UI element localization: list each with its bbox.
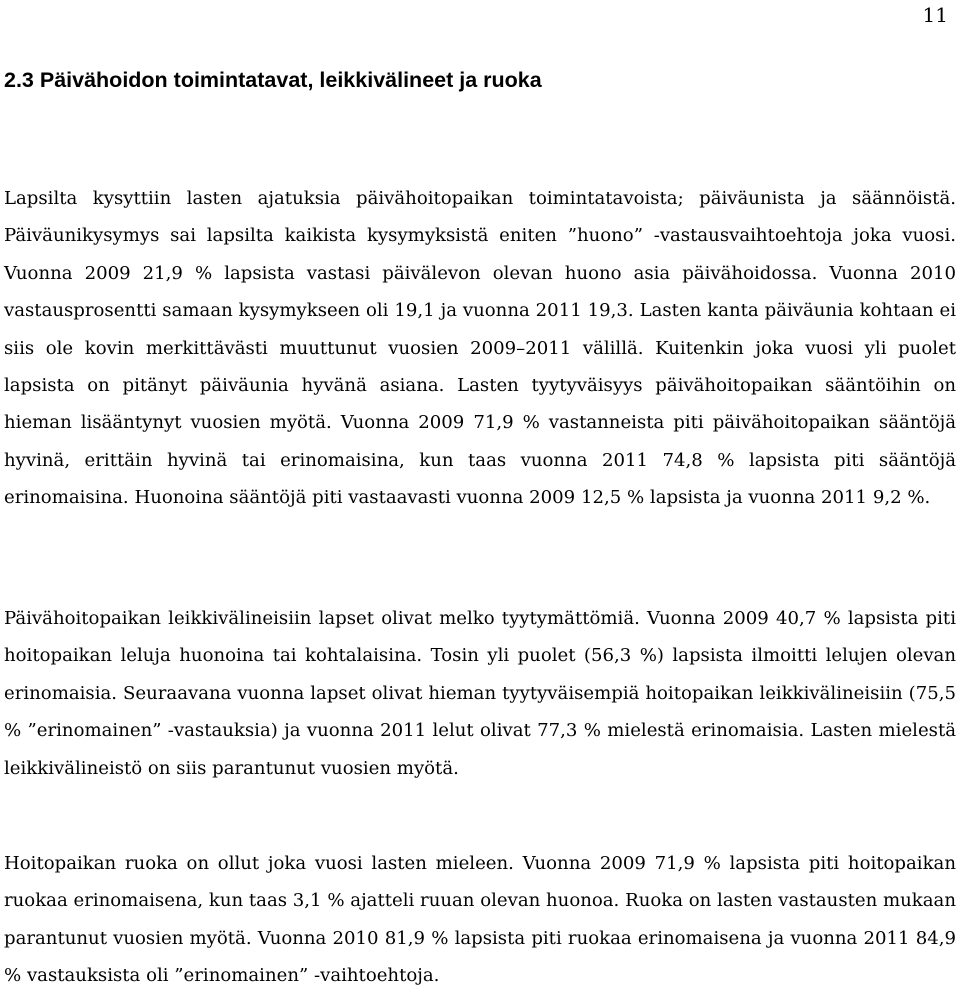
page-number: 11 — [922, 3, 948, 27]
section-heading: 2.3 Päivähoidon toimintatavat, leikkivälineet ja ruoka — [4, 68, 542, 92]
paragraph-food: Hoitopaikan ruoka on ollut joka vuosi lasten mieleen. Vuonna 2009 71,9 % lapsista piti hoitopaikan ruokaa erinomaisena, kun taas 3,1 % ajatteli ruuan olevan huonoa. Ruoka on lasten vastausten mukaan parantunut vuosien myötä. Vuonna 2010 81,9 % lapsista piti ruokaa erinomaisena ja vuonna 2011 84,9 % vastauksista oli ”erinomainen” -vaihtoehtoja. — [4, 853, 956, 987]
paragraph-toys: Päivähoitopaikan leikkivälineisiin lapset olivat melko tyytymättömiä. Vuonna 2009 40,7 % lapsista piti hoitopaikan leluja huonoina tai kohtalaisina. Tosin yli puolet (56,3 %) lapsista ilmoitti lelujen olevan erinomaisia. Seuraavana vuonna lapset olivat hieman tyytyväisempiä hoitopaikan leikkivälineisiin (75,5 % ”erinomainen” -vastauksia) ja vuonna 2011 lelut olivat 77,3 % mielestä erinomaisia. Lasten mielestä leikkivälineistö on siis parantunut vuosien myötä. — [4, 608, 956, 779]
paragraph-naps-and-rules: Lapsilta kysyttiin lasten ajatuksia päivähoitopaikan toimintatavoista; päiväunista ja säännöistä. Päiväunikysymys sai lapsilta kaikista kysymyksistä eniten ”huono” -vastausvaihtoehtoja joka vuosi. Vuonna 2009 21,9 % lapsista vastasi päivälevon olevan huono asia päivähoidossa. Vuonna 2010 vastausprosentti samaan kysymykseen oli 19,1 ja vuonna 2011 19,3. Lasten kanta päiväunia kohtaan ei siis ole kovin merkittävästi muuttunut vuosien 2009–2011 välillä. Kuitenkin joka vuosi yli puolet lapsista on pitänyt päiväunia hyvänä asiana. Lasten tyytyväisyys päivähoitopaikan sääntöihin on hieman lisääntynyt vuosien myötä. Vuonna 2009 71,9 % vastanneista piti päivähoitopaikan sääntöjä hyvinä, erittäin hyvinä tai erinomaisina, kun taas vuonna 2011 74,8 % lapsista piti sääntöjä erinomaisina. Huonoina sääntöjä piti vastaavasti vuonna 2009 12,5 % lapsista ja vuonna 2011 9,2 %. — [4, 188, 956, 509]
